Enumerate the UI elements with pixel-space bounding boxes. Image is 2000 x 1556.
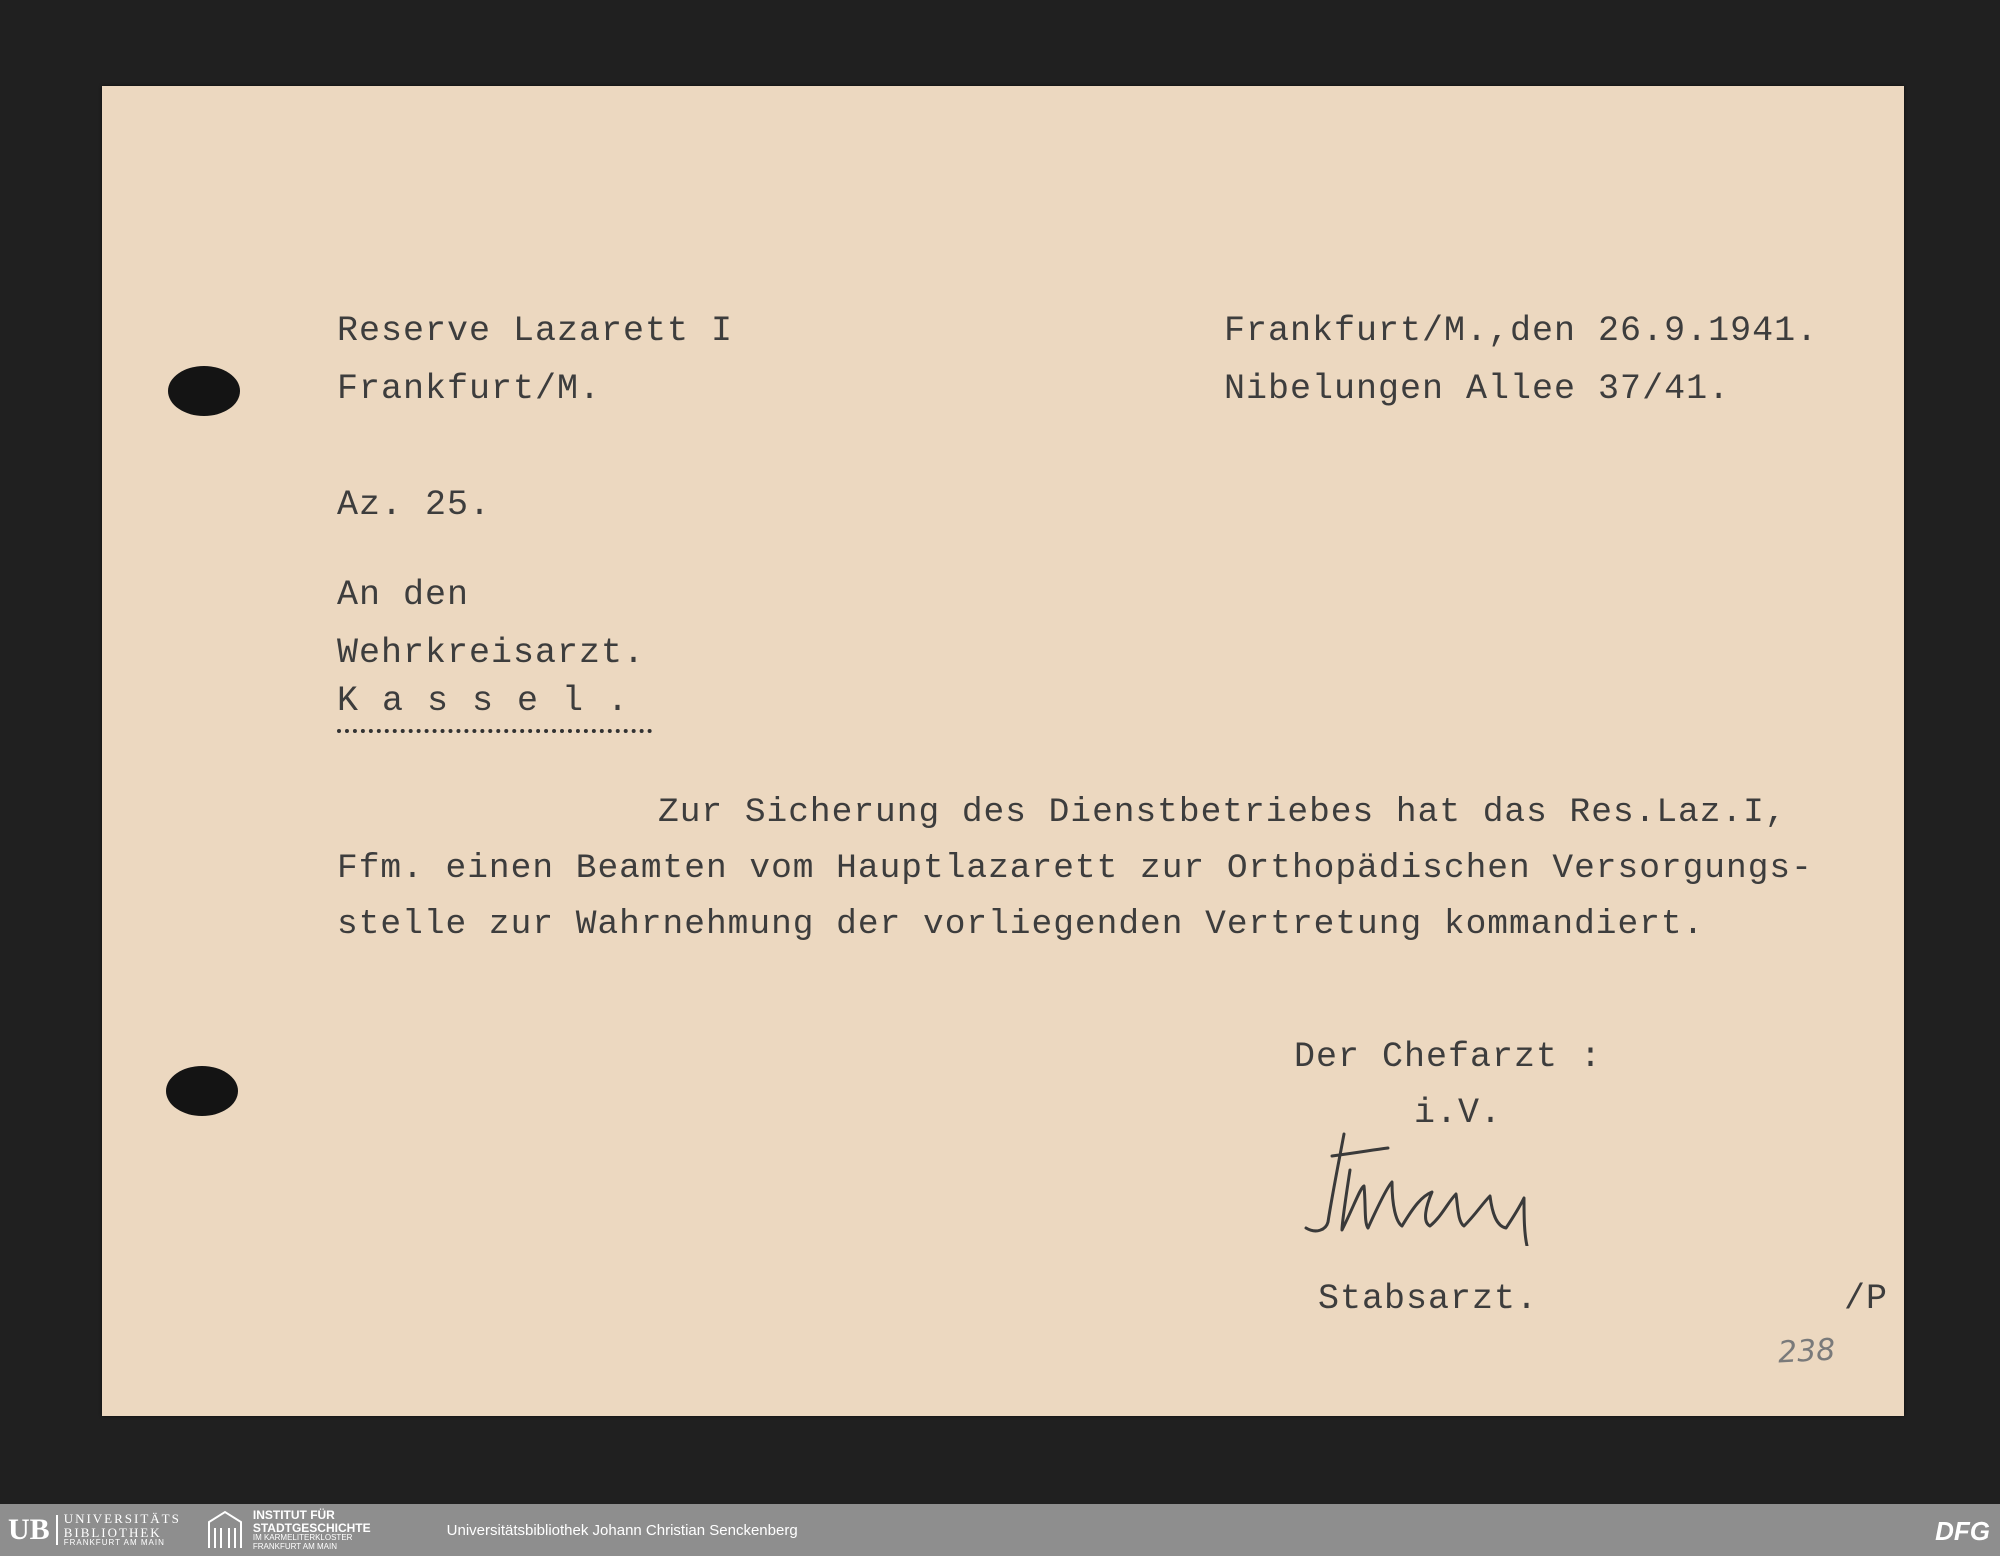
ub-line-3: FRANKFURT AM MAIN (63, 1538, 165, 1548)
institute-line-1: INSTITUT FÜR (252, 1508, 335, 1523)
body-line-1: Zur Sicherung des Dienstbetriebes hat das Res.Laz.I, (658, 793, 1787, 832)
institute-line-4: FRANKFURT AM MAIN (252, 1541, 338, 1551)
institute-line-2: STADTGESCHICHTE (252, 1520, 371, 1535)
handwritten-signature (1292, 1126, 1592, 1246)
signature-rank: Stabsarzt. (1318, 1279, 1539, 1319)
recipient-line-1: An den (337, 575, 470, 615)
recipient-line-2: Wehrkreisarzt. (337, 633, 646, 673)
body-line-3: stelle zur Wahrnehmung der vorliegenden Vertretung kommandiert. (337, 905, 1705, 944)
ub-mark: UB (8, 1515, 58, 1545)
institute-logo (205, 1509, 371, 1551)
typist-mark: /P (1844, 1279, 1889, 1319)
institute-building-icon (205, 1510, 245, 1550)
sender-line-1: Reserve Lazarett I (337, 311, 734, 351)
ub-logo (8, 1512, 181, 1548)
body-line-2: Ffm. einen Beamten vom Hauptlazarett zur Orthopädischen Versorgungs- (337, 849, 1813, 888)
library-name: Universitätsbibliothek Johann Christian Senckenberg (446, 1521, 798, 1539)
closing-title: Der Chefarzt : (1294, 1037, 1603, 1077)
address-line: Nibelungen Allee 37/41. (1224, 369, 1731, 409)
sender-line-2: Frankfurt/M. (337, 369, 602, 409)
footer-bar (0, 1504, 2000, 1556)
ub-line-1: UNIVERSITÄTS (63, 1511, 181, 1527)
dfg-logo: DFG (1935, 1516, 1990, 1546)
ub-line-2: BIBLIOTHEK (63, 1524, 162, 1540)
punch-hole-bottom (166, 1066, 238, 1116)
recipient-city: Kassel. (337, 684, 652, 733)
letter-sheet (102, 86, 1904, 1416)
punch-hole-top (168, 366, 240, 416)
handwritten-page-number: 238 (1777, 1332, 1837, 1371)
date-line: Frankfurt/M.,den 26.9.1941. (1224, 311, 1819, 351)
reference-number: Az. 25. (337, 485, 492, 525)
closing-iv: i.V. (1414, 1093, 1503, 1133)
institute-line-3: IM KARMELITERKLOSTER (252, 1533, 353, 1543)
